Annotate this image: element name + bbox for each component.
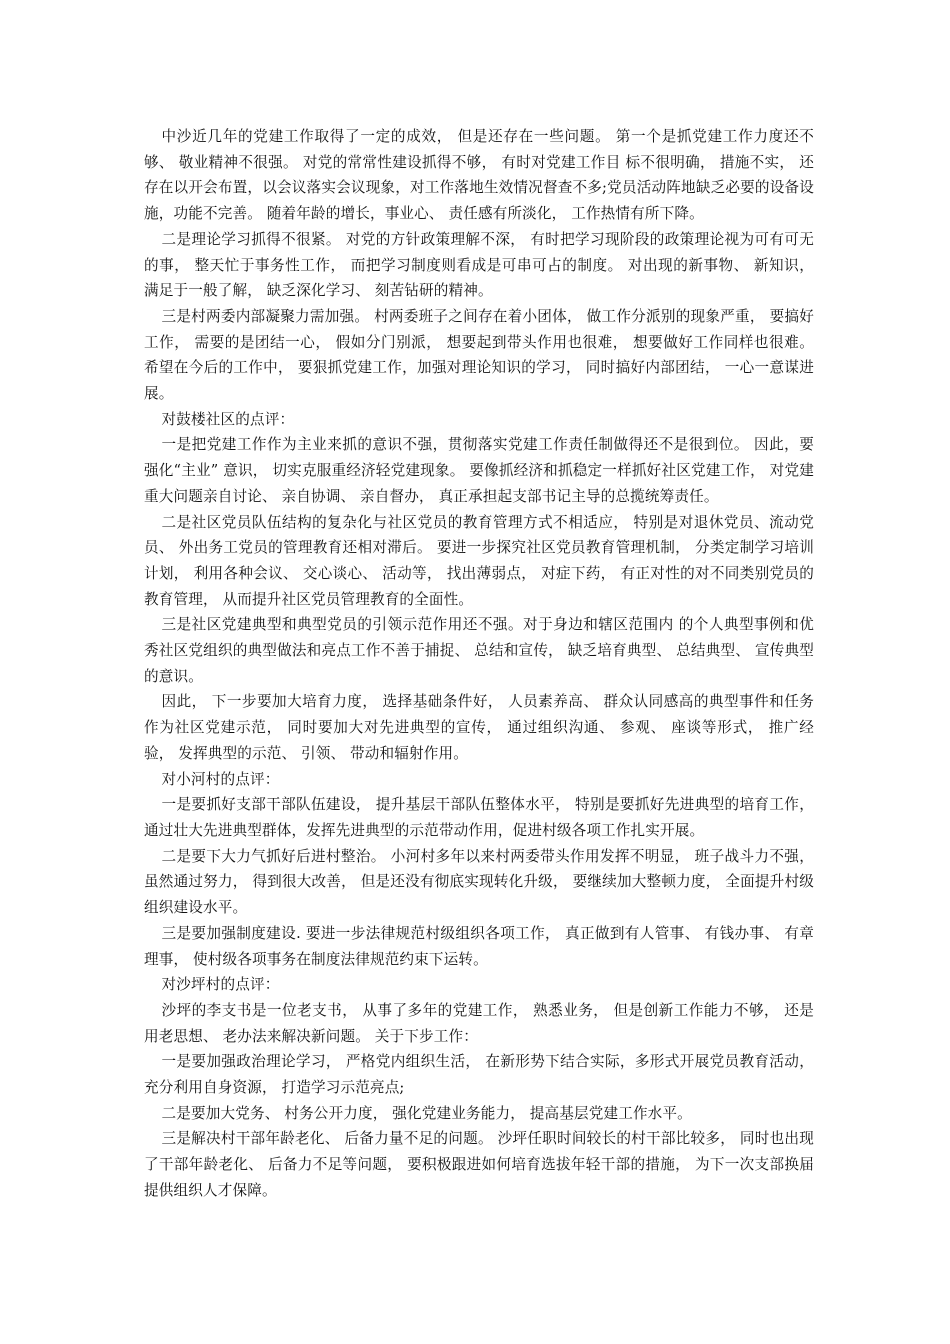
paragraph-8: 因此， 下一步要加大培育力度， 选择基础条件好， 人员素养高、 群众认同感高的典型事件和任务作为社区党建示范， 同时要加大对先进典型的宣传， 通过组织沟通、 参观、 座谈等形式， 推广经验， 发挥典型的示范、 引领、 带动和辐射作用。: [144, 693, 814, 762]
paragraph-1: 中沙近几年的党建工作取得了一定的成效， 但是还存在一些问题。 第一个是抓党建工作力度还不够、 敬业精神不很强。 对党的常常性建设抓得不够， 有时对党建工作目 标不很明确， 措施不实， 还存在以开会布置，以会议落实会议现象，对工作落地生效情况督查不多;党员活动阵地缺乏必要的设备设施，功能不完善。 随着年龄的增长，事业心、 责任感有所淡化， 工作热情有所下降。: [144, 128, 814, 223]
paragraph-3: 三是村两委内部凝聚力需加强。 村两委班子之间存在着小团体， 做工作分派别的现象严重， 要搞好工作， 需要的是团结一心， 假如分门别派， 想要起到带头作用也很难， 想要做好工作同样也很难。 希望在今后的工作中， 要狠抓党建工作，加强对理论知识的学习， 同时搞好内部团结， 一心一意谋进展。: [144, 307, 814, 403]
document-body: [144, 124, 814, 1204]
paragraph-2: 二是理论学习抓得不很紧。 对党的方针政策理解不深， 有时把学习现阶段的政策理论视为可有可无的事， 整天忙于事务性工作， 而把学习制度则看成是可串可占的制度。 对出现的新事物、 新知识， 满足于一般了解， 缺乏深化学习、 刻苦钻研的精神。: [144, 230, 814, 300]
paragraph-17: 三是解决村干部年龄老化、 后备力量不足的问题。 沙坪任职时间较长的村干部比较多， 同时也出现了干部年龄老化、 后备力不足等问题， 要积极跟进如何培育选拔年轻干部的措施， 为下一次支部换届提供组织人才保障。: [144, 1130, 814, 1199]
paragraph-11: 二是要下大力气抓好后进村整治。 小河村多年以来村两委带头作用发挥不明显， 班子战斗力不强， 虽然通过努力， 得到很大改善， 但是还没有彻底实现转化升级， 要继续加大整顿力度， 全面提升村级组织建设水平。: [144, 847, 814, 917]
paragraph-10: 一是要抓好支部干部队伍建设， 提升基层干部队伍整体水平， 特别是要抓好先进典型的培育工作，通过壮大先进典型群体，发挥先进典型的示范带动作用，促进村级各项工作扎实开展。: [144, 796, 814, 839]
paragraph-16: 二是要加大党务、 村务公开力度， 强化党建业务能力， 提高基层党建工作水平。: [161, 1104, 692, 1122]
paragraph-12: 三是要加强制度建设. 要进一步法律规范村级组织各项工作， 真正做到有人管事、 有钱办事、 有章理事， 使村级各项事务在制度法律规范约束下运转。: [144, 924, 814, 968]
paragraph-7: 三是社区党建典型和典型党员的引领示范作用还不强。对于身边和辖区范围内 的个人典型事例和优秀社区党组织的典型做法和亮点工作不善于捕捉、 总结和宣传， 缺乏培育典型、 总结典型、 宣传典型的意识。: [144, 616, 814, 685]
paragraph-15: 一是要加强政治理论学习， 严格党内组织生活， 在新形势下结合实际，多形式开展党员教育活动， 充分利用自身资源， 打造学习示范亮点;: [144, 1053, 814, 1097]
paragraph-14: 沙坪的李支书是一位老支书， 从事了多年的党建工作， 熟悉业务， 但是创新工作能力不够， 还是用老思想、 老办法来解决新问题。 关于下步工作：: [144, 1001, 814, 1045]
paragraph-5: 一是把党建工作作为主业来抓的意识不强，贯彻落实党建工作责任制做得还不是很到位。 因此，要强化“主业” 意识， 切实克服重经济轻党建现象。 要像抓经济和抓稳定一样抓好社区党建工作， 对党建重大问题亲自讨论、 亲自协调、 亲自督办， 真正承担起支部书记主导的总揽统筹责任。: [144, 436, 814, 505]
paragraph-6: 二是社区党员队伍结构的复杂化与社区党员的教育管理方式不相适应， 特别是对退休党员、流动党员、 外出务工党员的管理教育还相对滞后。 要进一步探究社区党员教育管理机制， 分类定制学习培训计划， 利用各种会议、 交心谈心、 活动等， 找出薄弱点， 对症下药， 有正对性的对不同类别党员的教育管理， 从而提升社区党员管理教育的全面性。: [144, 513, 814, 608]
section-heading-gulou: 对鼓楼社区的点评：: [161, 410, 295, 428]
section-heading-xiaohe: 对小河村的点评：: [161, 770, 280, 788]
section-heading-shaping: 对沙坪村的点评：: [161, 976, 280, 994]
